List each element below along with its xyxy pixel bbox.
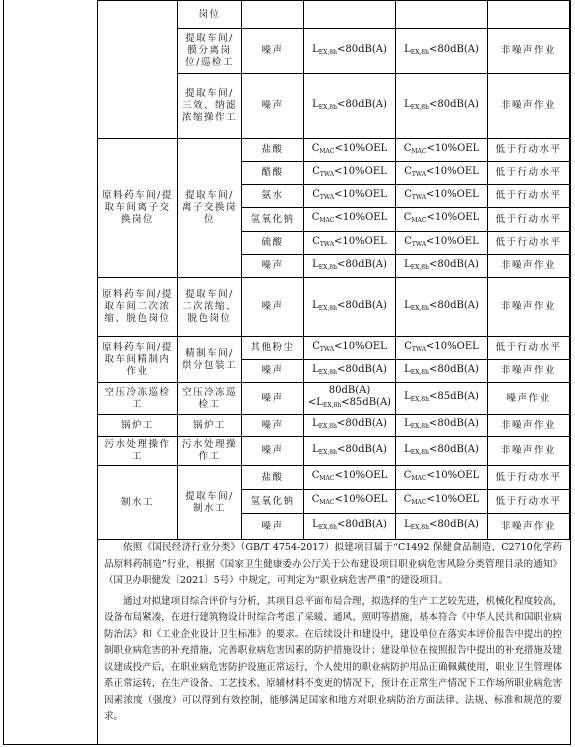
cell-measure-a: $C_{TWA}<10\%OEL$ <box>304 337 396 360</box>
cell-measure-a: $L_{EX,8h}<80dB(A)$ <box>304 360 396 383</box>
cell-result: 低于行动水平 <box>488 337 570 360</box>
cell-position: 提取车间/膜分离岗位/巡检工 <box>178 29 242 74</box>
cell-factor: 硫酸 <box>242 232 304 255</box>
cell-post: 污水处理操作工 <box>98 437 178 466</box>
cell-post: 锅炉工 <box>98 415 178 437</box>
cell-post: 原料药车间/提取车间二次浓缩、脱色岗位 <box>98 278 178 337</box>
cell-measure-a: $L_{EX,8h}<80dB(A)$ <box>304 514 396 540</box>
cell-measure-a: $L_{EX,8h}<80dB(A)$ <box>304 437 396 466</box>
cell-measure-b: $C_{TWA}<10\%OEL$ <box>396 185 488 208</box>
cell-measure-b: $L_{EX,8h}<80dB(A)$ <box>396 74 488 139</box>
cell-position: 提取车间/制水工 <box>178 466 242 540</box>
cell-measure-b: $L_{EX,8h}<80dB(A)$ <box>396 255 488 278</box>
cell-result: 非噪声作业 <box>488 255 570 278</box>
cell-result: 噪声作业 <box>488 383 570 415</box>
paragraph-evaluation: 通过对拟建项目综合评价与分析，其项目总平面布局合理，拟选择的生产工艺较先进，机械化程度较高，设备布局紧凑，在进行建筑物设计时综合考虑了采暖、通风、照明等措施，基本符合《中华人民共和国职业病防治法》和《工业企业设计卫生标准》的要求。在后续设计和建设中，建设单位在落实本评价报告中提出的控制职业病危害的补充措施，完善职业病危害因素的防护措施设计；建设单位在按照报告中提出的补充措施及建议建成投产后，在职业病危害防护设施正常运行，个人使用的职业病防护用品正确佩戴使用，职业卫生管理体系正常运转，在生产设备、工艺技术、原辅材料不变更的情况下，预计在正常生产情况下工作场所职业病危害因素浓度（强度）可以得到有效控制，能够满足国家和地方对职业病防治方面法律、法规、标准和规范的要求。 <box>104 595 562 722</box>
cell-factor: 噪声 <box>242 29 304 74</box>
cell-result: 低于行动水平 <box>488 208 570 232</box>
cell-post: 原料药车间/提取车间精制内作业 <box>98 337 178 383</box>
cell-position: 提取车间/离子交换岗位 <box>178 139 242 278</box>
cell-factor: 噪声 <box>242 514 304 540</box>
hazard-table <box>97 0 570 540</box>
cell-factor: 氢氧化钠 <box>242 208 304 232</box>
cell-measure-a: $L_{EX,8h}<80dB(A)$ <box>304 415 396 437</box>
cell-measure-a: $C_{TWA}<10\%OEL$ <box>304 232 396 255</box>
table-row <box>98 383 570 415</box>
cell-measure-b: $C_{MAC}<10\%OEL$ <box>396 139 488 162</box>
cell-factor: 噪声 <box>242 437 304 466</box>
cell-factor: 其他粉尘 <box>242 337 304 360</box>
cell-result: 低于行动水平 <box>488 232 570 255</box>
cell-factor: 噪声 <box>242 360 304 383</box>
table-row <box>98 139 570 162</box>
cell-measure-a: $C_{TWA}<10\%OEL$ <box>304 185 396 208</box>
cell-measure-a: $L_{EX,8h}<80dB(A)$ <box>304 29 396 74</box>
cell-post <box>98 1 178 139</box>
cell-measure-a: $C_{MAC}<10\%OEL$ <box>304 466 396 490</box>
cell-result: 非噪声作业 <box>488 29 570 74</box>
cell-factor: 盐酸 <box>242 466 304 490</box>
cell-measure-b: $C_{TWA}<10\%OEL$ <box>396 232 488 255</box>
cell-measure-b: $C_{TWA}<10\%OEL$ <box>396 337 488 360</box>
cell-result: 低于行动水平 <box>488 139 570 162</box>
cell-factor: 噪声 <box>242 74 304 139</box>
cell-measure-a: $L_{EX,8h}<80dB(A)$ <box>304 74 396 139</box>
cell-factor: 氨水 <box>242 185 304 208</box>
cell-result: 非噪声作业 <box>488 74 570 139</box>
cell-position: 空压冷冻巡检工 <box>178 383 242 415</box>
cell-position: 提取车间/三效、纳滤浓缩操作工 <box>178 74 242 139</box>
cell-result: 低于行动水平 <box>488 162 570 185</box>
table-row <box>98 415 570 437</box>
cell-post: 原料药车间/提取车间离子交换岗位 <box>98 139 178 278</box>
table-row <box>98 466 570 490</box>
table-row <box>98 337 570 360</box>
cell-measure-b: $C_{TWA}<10\%OEL$ <box>396 162 488 185</box>
cell-measure-b: $L_{EX,8h}<80dB(A)$ <box>396 360 488 383</box>
cell-result: 非噪声作业 <box>488 514 570 540</box>
cell-result: 低于行动水平 <box>488 490 570 514</box>
cell-factor: 噪声 <box>242 415 304 437</box>
cell-factor: 醋酸 <box>242 162 304 185</box>
cell-result: 非噪声作业 <box>488 437 570 466</box>
cell-position: 污水处理操作工 <box>178 437 242 466</box>
cell-result: 非噪声作业 <box>488 278 570 337</box>
cell-measure-b: $L_{EX,8h}<80dB(A)$ <box>396 437 488 466</box>
cell-factor: 噪声 <box>242 278 304 337</box>
cell-result: 非噪声作业 <box>488 360 570 383</box>
cell-measure-a: $L_{EX,8h}<80dB(A)$ <box>304 255 396 278</box>
cell-position: 精制车间/烘分包装工 <box>178 337 242 383</box>
cell-factor: 噪声 <box>242 255 304 278</box>
cell-post: 制水工 <box>98 466 178 540</box>
cell-measure-a: $L_{EX,8h}<80dB(A)$ <box>304 278 396 337</box>
cell-measure-a: $C_{TWA}<10\%OEL$ <box>304 162 396 185</box>
cell-position: 锅炉工 <box>178 415 242 437</box>
cell-factor: 氢氧化钠 <box>242 490 304 514</box>
cell-measure-b: $C_{MAC}<10\%OEL$ <box>396 466 488 490</box>
conclusion-text <box>98 540 568 745</box>
cell-measure-b: $L_{EX,8h}<80dB(A)$ <box>396 29 488 74</box>
cell-post: 空压冷冻巡检工 <box>98 383 178 415</box>
cell-measure-b: $L_{EX,8h}<80dB(A)$ <box>396 278 488 337</box>
cell-measure-a: $C_{MAC}<10\%OEL$ <box>304 208 396 232</box>
cell-result: 低于行动水平 <box>488 185 570 208</box>
cell-position: 岗位 <box>178 1 242 29</box>
cell-measure-b: $L_{EX,8h}<85dB(A)$ <box>396 383 488 415</box>
cell-result: 低于行动水平 <box>488 466 570 490</box>
cell-factor: 盐酸 <box>242 139 304 162</box>
cell-factor: 噪声 <box>242 383 304 415</box>
cell-measure-a: $80dB(A)<L_{EX,8h}<85dB(A)$ <box>304 383 396 415</box>
table-row <box>98 437 570 466</box>
cell-measure-a: $C_{MAC}<10\%OEL$ <box>304 139 396 162</box>
cell-measure-b: $C_{MAC}<10\%OEL$ <box>396 490 488 514</box>
cell-measure-b: $L_{EX,8h}<80dB(A)$ <box>396 415 488 437</box>
cell-measure-a: $C_{MAC}<10\%OEL$ <box>304 490 396 514</box>
cell-measure-b: $L_{EX,8h}<80dB(A)$ <box>396 514 488 540</box>
cell-measure-b: $C_{MAC}<10\%OEL$ <box>396 208 488 232</box>
cell-result: 非噪声作业 <box>488 415 570 437</box>
table-row <box>98 1 570 29</box>
paragraph-classification: 依照《国民经济行业分类》（GB/T 4754-2017）拟建项目属于“C1492 保健食品制造、C2710化学药品原料药制造”行业，根据《国家卫生健康委办公厅关于公布建设项目职业病危害风险分类管理目录的通知》（国卫办职健发〔2021〕5号）中规定，可判定为“职业病危害严重”的建设项目。 <box>104 542 562 586</box>
cell-position: 提取车间/二次浓缩、脱色岗位 <box>178 278 242 337</box>
table-row <box>98 278 570 337</box>
